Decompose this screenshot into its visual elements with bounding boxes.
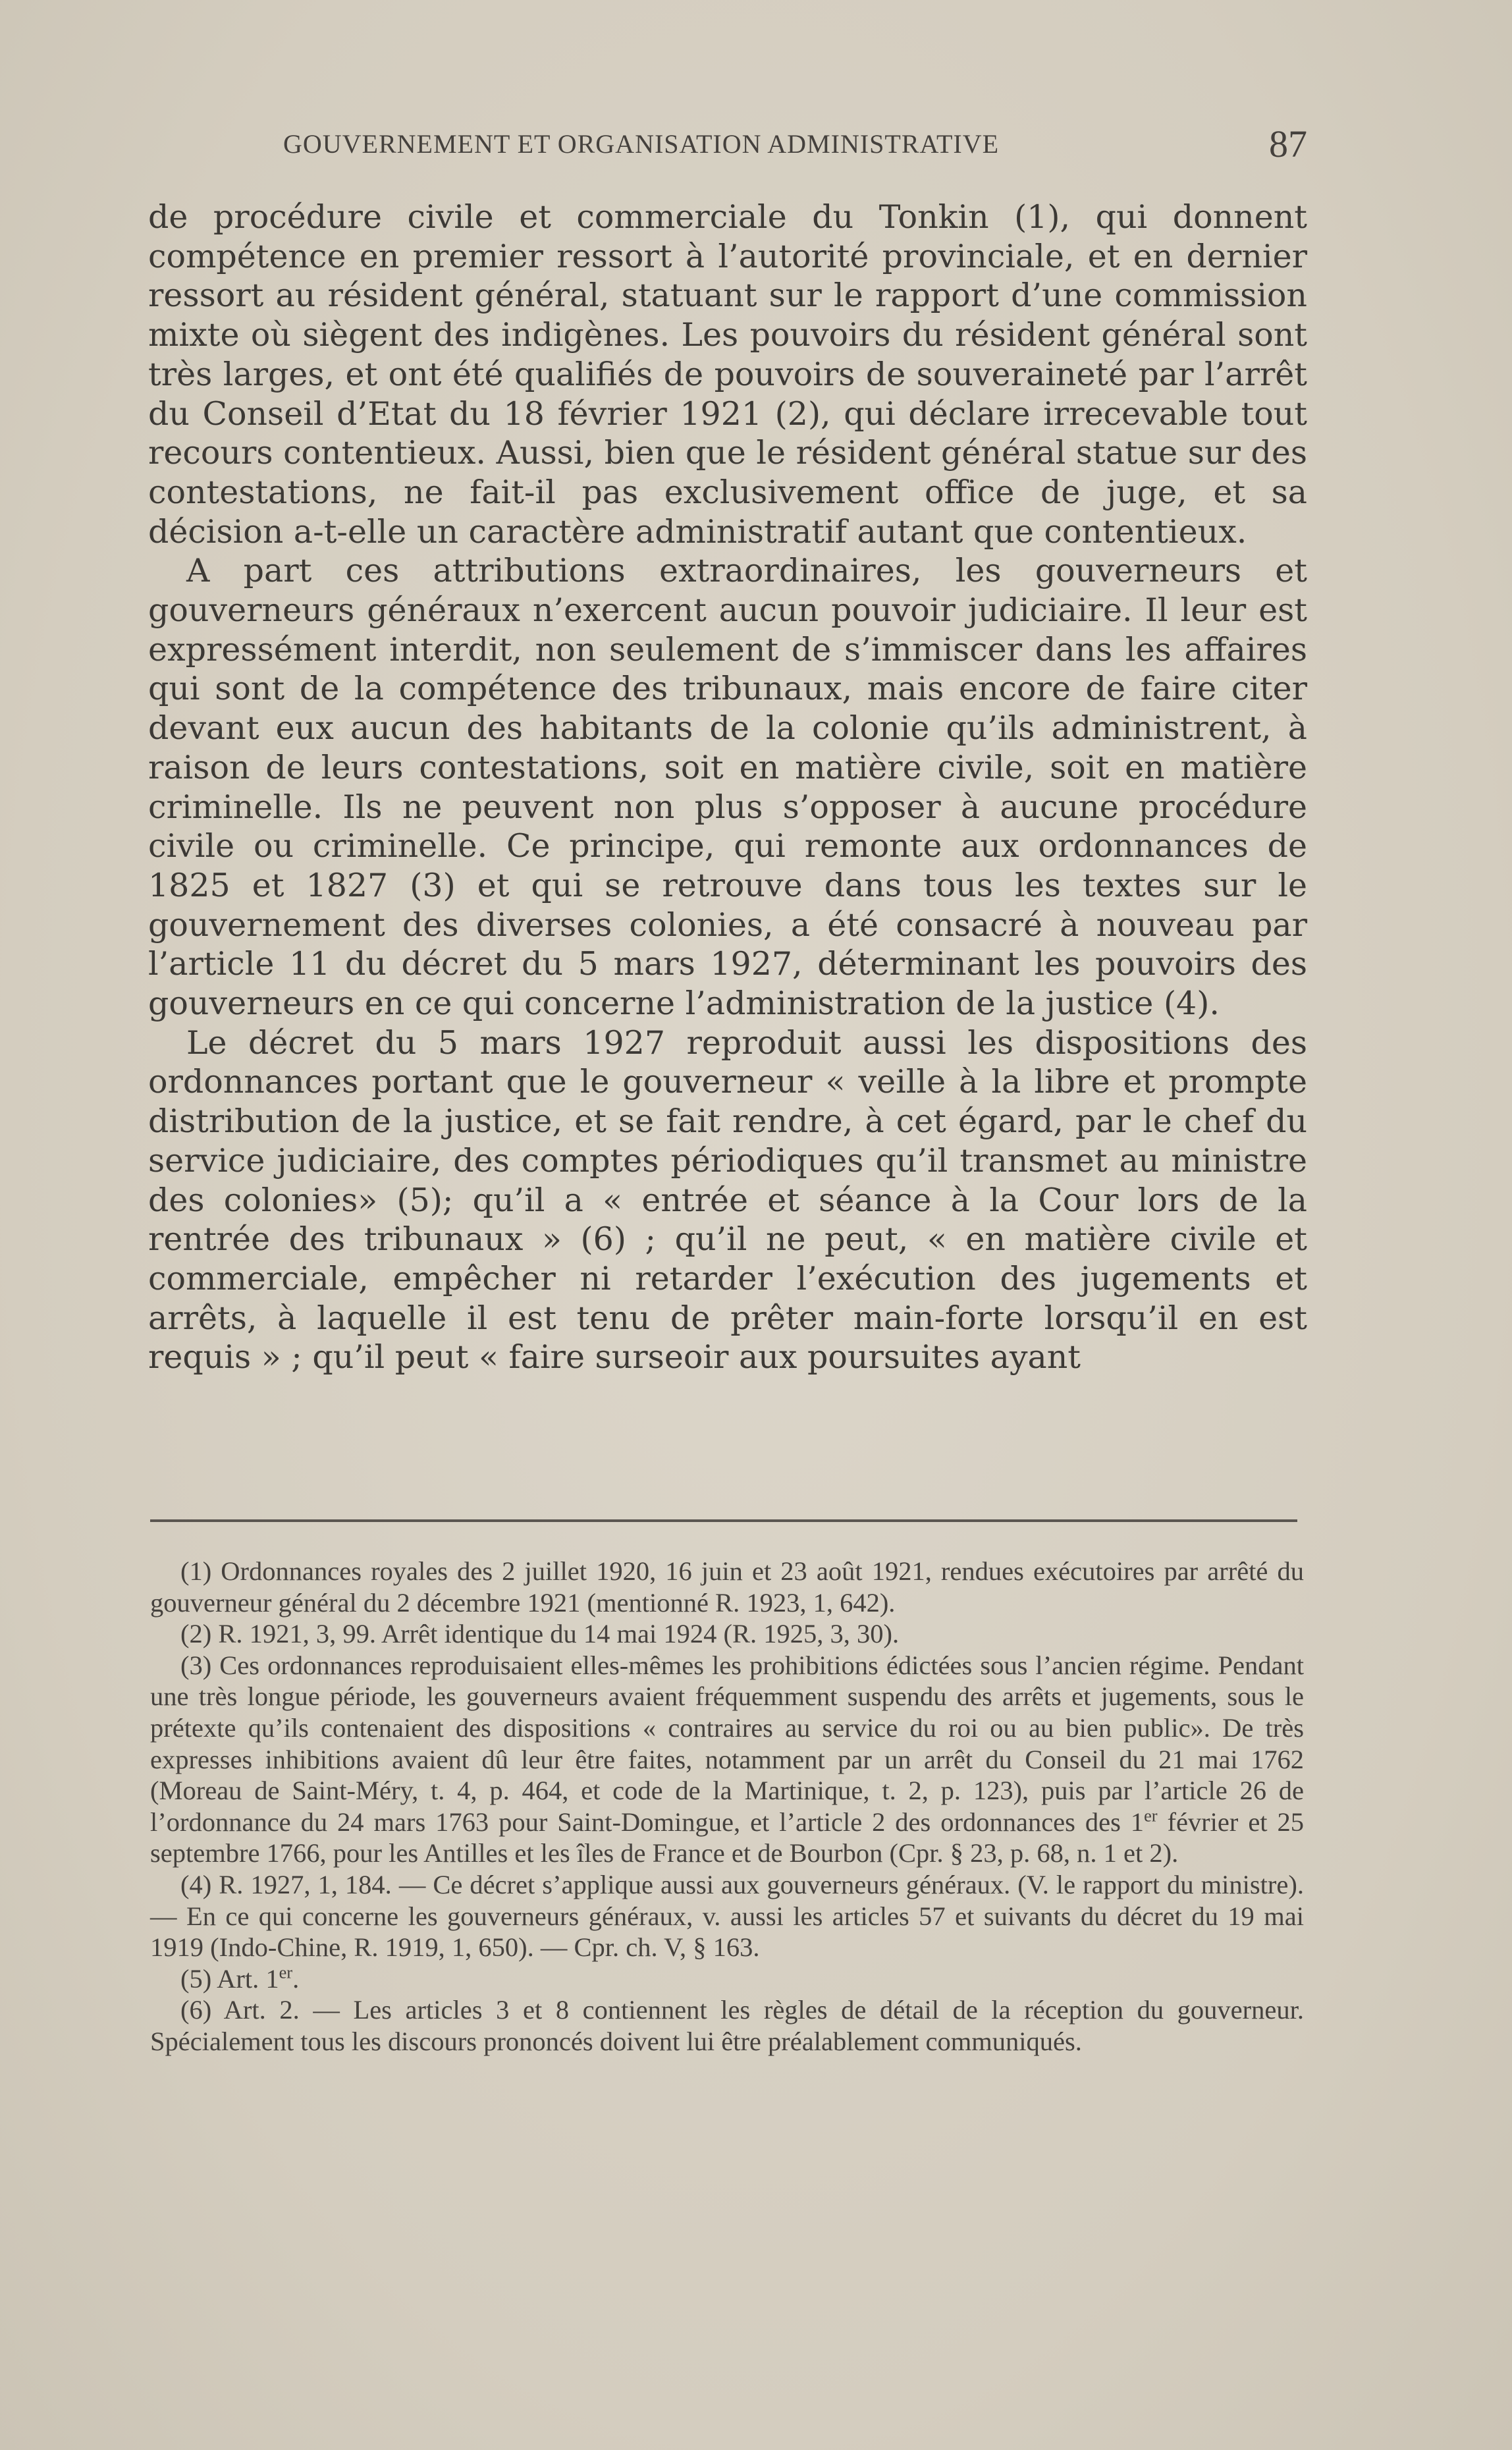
footnote-3-text-a: (3) Ces ordonnances reproduisaient elles-mêmes les prohibitions édictées sous l’ancien régime. Pendant une très longue période, les gouverneurs avaient fréquemment suspendu des arrêts et jugements, sous le prétexte qu’ils contenaient des dispositions « contraires au service du roi ou au bien public». De très expresses inhibitions avaient dû leur être faites, notamment par un arrêt du Conseil du 21 mai 1762 (Moreau de Saint-Méry, t. 4, p. 464, et code de la Martinique, t. 2, p. 123), puis par l’article 26 de l’ordonnance du 24 mars 1763 pour Saint-Domingue, et l’article 2 des ordonnances des 1 [150, 1650, 1304, 1837]
footnotes [150, 1556, 1304, 2057]
main-text [148, 198, 1307, 1377]
paragraph-2: A part ces attributions extraordinaires, les gouverneurs et gouverneurs généraux n’exercent aucun pouvoir judiciaire. Il leur est expressément interdit, non seulement de s’immiscer dans les affaires qui sont de la compétence des tribunaux, mais encore de faire citer devant eux aucun des habitants de la colonie qu’ils administrent, à raison de leurs contestations, soit en matière civile, soit en matière criminelle. Ils ne peuvent non plus s’opposer à aucune procédure civile ou criminelle. Ce principe, qui remonte aux ordonnances de 1825 et 1827 (3) et qui se retrouve dans tous les textes sur le gouvernement des diverses colonies, a été consacré à nouveau par l’article 11 du décret du 5 mars 1927, déterminant les pouvoirs des gouverneurs en ce qui concerne l’administration de la justice (4). [148, 552, 1307, 1023]
footnote-5-text: (5) Art. 1 [180, 1963, 279, 1994]
footnote-5-end: . [292, 1963, 300, 1994]
footnote-2: (2) R. 1921, 3, 99. Arrêt identique du 14 mai 1924 (R. 1925, 3, 30). [180, 1619, 900, 1649]
footnote-4: (4) R. 1927, 1, 184. — Ce décret s’applique aussi aux gouverneurs généraux. (V. le rapport du ministre). — En ce qui concerne les gouverneurs généraux, v. aussi les articles 57 et suivants du décret du 19 mai 1919 (Indo-Chine, R. 1919, 1, 650). — Cpr. ch. V, § 163. [150, 1869, 1304, 1963]
footnote-1: (1) Ordonnances royales des 2 juillet 1920, 16 juin et 23 août 1921, rendues exécutoires par arrêté du gouverneur général du 2 décembre 1921 (mentionné R. 1923, 1, 642). [150, 1556, 1304, 1618]
footnote-5 [150, 1963, 1304, 1995]
footnote-5-superscript: er [279, 1963, 293, 1982]
footnote-3-text-b: février et 25 septembre 1766, pour les Antilles et les îles de France et de Bourbon (Cpr. § 23, p. 68, n. 1 et 2). [150, 1807, 1304, 1868]
footnote-3-superscript: er [1144, 1806, 1158, 1826]
paragraph-3: Le décret du 5 mars 1927 reproduit aussi les dispositions des ordonnances portant que le gouverneur « veille à la libre et prompte distribution de la justice, et se fait rendre, à cet égard, par le chef du service judiciaire, des comptes périodiques qu’il transmet au ministre des colonies» (5); qu’il a « entrée et séance à la Cour lors de la rentrée des tribunaux » (6) ; qu’il ne peut, « en matière civile et commerciale, empêcher ni retarder l’exécution des jugements et arrêts, à laquelle il est tenu de prêter main-forte lorsqu’il en est requis » ; qu’il peut « faire surseoir aux poursuites ayant [148, 1023, 1307, 1376]
footnote-3 [150, 1650, 1304, 1869]
footnote-separator [150, 1519, 1297, 1522]
running-title: GOUVERNEMENT ET ORGANISATION ADMINISTRATIVE [283, 129, 1000, 159]
page-number: 87 [1269, 122, 1307, 165]
paragraph-1: de procédure civile et commerciale du Tonkin (1), qui donnent compétence en premier ressort à l’autorité provinciale, et en dernier ressort au résident général, statuant sur le rapport d’une commission mixte où siègent des indigènes. Les pouvoirs du résident général sont très larges, et ont été qualifiés de pouvoirs de souveraineté par l’arrêt du Conseil d’Etat du 18 février 1921 (2), qui déclare irrecevable tout recours contentieux. Aussi, bien que le résident général statue sur des contestations, ne fait-il pas exclusivement office de juge, et sa décision a-t-elle un caractère administratif autant que contentieux. [148, 198, 1307, 551]
footnote-6: (6) Art. 2. — Les articles 3 et 8 contiennent les règles de détail de la réception du gouverneur. Spécialement tous les discours prononcés doivent lui être préalablement communiqués. [150, 1995, 1304, 2056]
running-head [283, 122, 1307, 175]
